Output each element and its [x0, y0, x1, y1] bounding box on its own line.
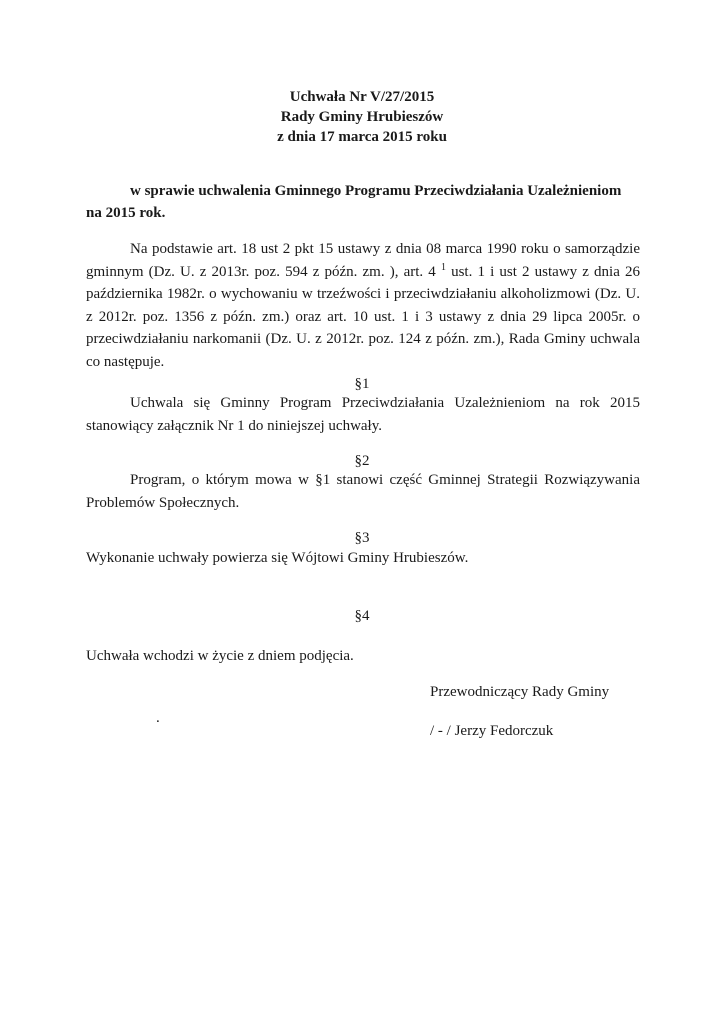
section-1-mark: §1 — [354, 376, 370, 392]
section-2-mark: §2 — [354, 453, 370, 469]
subject-line-2: na 2015 rok. — [86, 205, 166, 221]
preamble-paragraph — [86, 238, 640, 373]
section-4-text: Uchwała wchodzi w życie z dniem podjęcia. — [86, 648, 354, 664]
section-4-mark: §4 — [354, 608, 370, 624]
signature-name: / - / Jerzy Fedorczuk — [430, 723, 554, 739]
resolution-header — [0, 87, 724, 147]
section-3-mark: §3 — [354, 530, 370, 546]
section-3-text: Wykonanie uchwały powierza się Wójtowi Gminy Hrubieszów. — [86, 550, 469, 566]
resolution-date: z dnia 17 marca 2015 roku — [277, 129, 447, 145]
preamble-text-part1: Na podstawie art. 18 ust 2 pkt 15 ustawy z dnia 08 marca 1990 roku o samorządzie gminnym (Dz. U. z 2013r. poz. 594 z późn. zm. ), art. 4 — [86, 241, 640, 280]
resolution-number: Uchwała Nr V/27/2015 — [289, 89, 435, 105]
resolution-subject — [86, 180, 640, 224]
stray-dot: . — [156, 710, 160, 726]
signature-title: Przewodniczący Rady Gminy — [430, 684, 610, 700]
section-2-text: Program, o którym mowa w §1 stanowi część Gminnej Strategii Rozwiązywania Problemów Społecznych. — [86, 472, 640, 511]
section-1-text: Uchwala się Gminny Program Przeciwdziałania Uzależnieniom na rok 2015 stanowiący załącznik Nr 1 do niniejszej uchwały. — [86, 395, 640, 434]
council-name: Rady Gminy Hrubieszów — [280, 109, 444, 125]
preamble-text-part2: ust. 1 i ust 2 ustawy z dnia 26 października 1982r. o wychowaniu w trzeźwości i przeciwdziałaniu alkoholizmowi (Dz. U. z 2012r. poz. 1356 z późn. zm.) oraz art. 10 ust. 1 i 3 ustawy z dnia 29 lipca 2005r. o przeciwdziałaniu narkomanii (Dz. U. z 2012r. poz. 124 z późn. zm.), Rada Gminy uchwala co następuje. — [86, 263, 641, 370]
preamble-superscript: 1 — [440, 261, 446, 273]
subject-line-1: w sprawie uchwalenia Gminnego Programu Przeciwdziałania Uzależnieniom — [130, 183, 622, 199]
